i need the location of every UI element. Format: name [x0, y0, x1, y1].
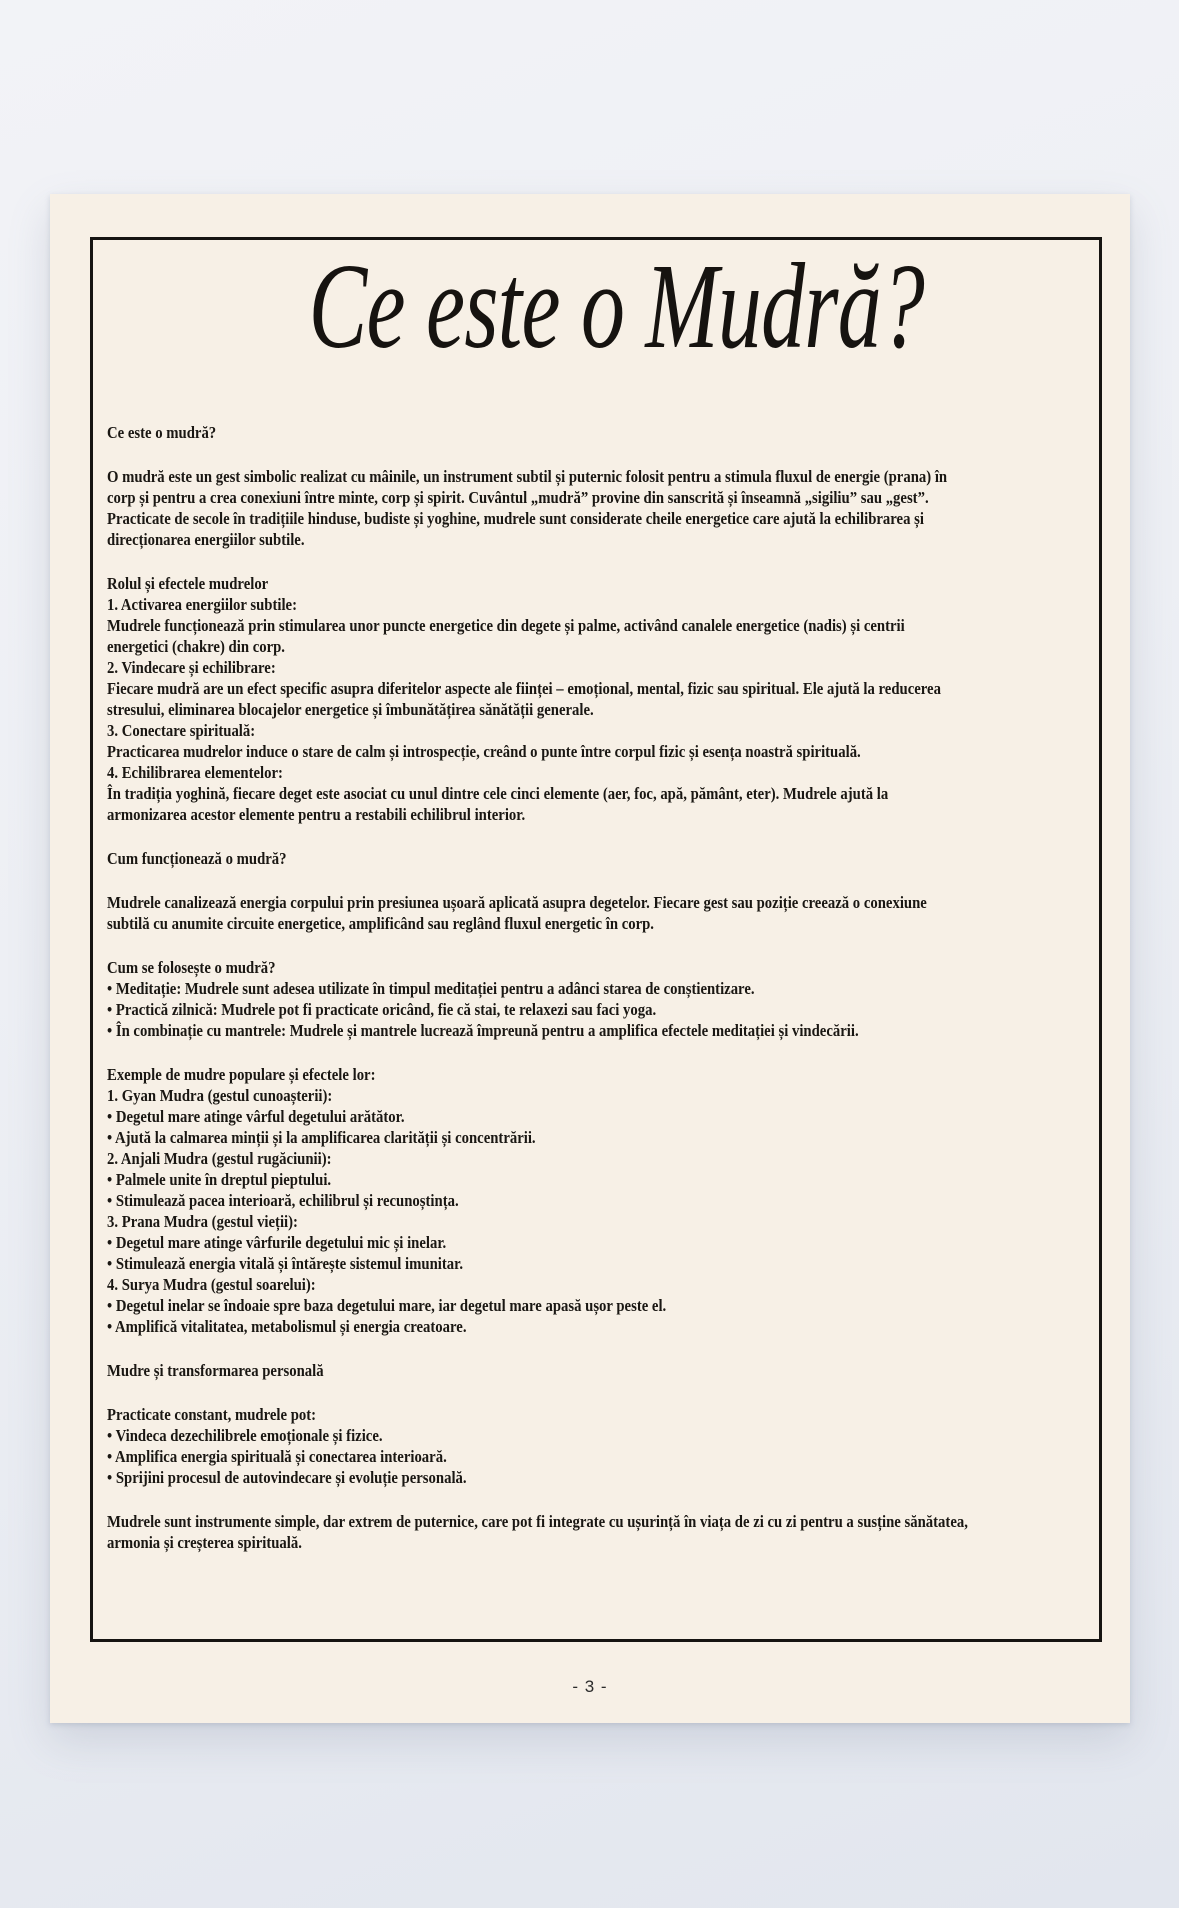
text-line: Mudrele funcționează prin stimularea unor puncte energetice din degete și palme, activând canalele energetice (nadis) și centrii — [107, 616, 905, 635]
bullet-line: • Sprijini procesul de autovindecare și evoluție personală. — [107, 1468, 467, 1487]
bullet-section — [107, 957, 1084, 1041]
bullet-line: • Vindeca dezechilibrele emoționale și fizice. — [107, 1426, 383, 1445]
numbered-section — [107, 1064, 1084, 1337]
text-line: 4. Surya Mudra (gestul soarelui): — [107, 1275, 316, 1294]
document-page — [50, 194, 1130, 1723]
section-heading — [107, 848, 1084, 869]
bullet-line: • În combinație cu mantrele: Mudrele și mantrele lucrează împreună pentru a amplifica efectele meditației și vindecării. — [107, 1021, 859, 1040]
page-number: - 3 - — [572, 1677, 608, 1696]
text-line: armonizarea acestor elemente pentru a restabili echilibrul interior. — [107, 805, 526, 824]
bullet-line: • Practică zilnică: Mudrele pot fi practicate oricând, fie că stai, te relaxezi sau faci yoga. — [107, 1000, 657, 1019]
text-line: Practicate constant, mudrele pot: — [107, 1405, 317, 1424]
text-line: Rolul și efectele mudrelor — [107, 574, 269, 593]
bullet-line: • Ajută la calmarea minții și la amplificarea clarității și concentrării. — [107, 1128, 536, 1147]
text-line: armonia și creșterea spirituală. — [107, 1533, 302, 1552]
text-line: 2. Anjali Mudra (gestul rugăciunii): — [107, 1149, 332, 1168]
bullet-line: • Stimulează energia vitală și întărește sistemul imunitar. — [107, 1254, 464, 1273]
paragraph — [107, 1511, 1084, 1553]
bullet-line: • Palmele unite în dreptul pieptului. — [107, 1170, 332, 1189]
bullet-line: • Degetul mare atinge vârfurile degetului mic și inelar. — [107, 1233, 447, 1252]
bullet-line: • Degetul inelar se îndoaie spre baza degetului mare, iar degetul mare apasă ușor peste el. — [107, 1296, 667, 1315]
text-line: Mudrele sunt instrumente simple, dar extrem de puternice, care pot fi integrate cu ușurință în viața de zi cu zi pentru a susține sănătatea, — [107, 1512, 968, 1531]
text-line: 1. Activarea energiilor subtile: — [107, 595, 297, 614]
bullet-line: • Stimulează pacea interioară, echilibrul și recunoștința. — [107, 1191, 459, 1210]
text-line: 1. Gyan Mudra (gestul cunoașterii): — [107, 1086, 333, 1105]
text-line: energetici (chakre) din corp. — [107, 637, 285, 656]
text-line: stresului, eliminarea blocajelor energetice și îmbunătățirea sănătății generale. — [107, 700, 594, 719]
text-line: Exemple de mudre populare și efectele lor: — [107, 1065, 376, 1084]
text-line: subtilă cu anumite circuite energetice, amplificând sau reglând fluxul energetic în corp. — [107, 914, 654, 933]
text-line: 3. Conectare spirituală: — [107, 721, 256, 740]
text-line: Cum funcționează o mudră? — [107, 849, 287, 868]
page-title: Ce este o Mudră? — [308, 239, 924, 374]
bullet-line: • Degetul mare atinge vârful degetului arătător. — [107, 1107, 405, 1126]
title-area — [93, 239, 1099, 374]
numbered-section — [107, 573, 1084, 825]
text-line: Mudre și transformarea personală — [107, 1361, 324, 1380]
text-line: 3. Prana Mudra (gestul vieții): — [107, 1212, 298, 1231]
page-border-frame — [90, 237, 1102, 1642]
text-line: Cum se folosește o mudră? — [107, 958, 276, 977]
document-body — [107, 422, 1084, 1553]
text-line: corp și pentru a crea conexiuni între minte, corp și spirit. Cuvântul „mudră” provine din sanscrită și înseamnă „sigiliu” sau „gest”. — [107, 488, 929, 507]
text-line: Practicate de secole în tradițiile hinduse, budiste și yoghine, mudrele sunt considerate cheile energetice care ajută la echilibrarea și — [107, 509, 924, 528]
section-heading — [107, 422, 1084, 443]
text-line: Ce este o mudră? — [107, 423, 217, 442]
paragraph — [107, 466, 1084, 550]
text-line: O mudră este un gest simbolic realizat cu mâinile, un instrument subtil și puternic folosit pentru a stimula fluxul de energie (prana) în — [107, 467, 948, 486]
bullet-line: • Meditație: Mudrele sunt adesea utilizate în timpul meditației pentru a adânci starea de conștientizare. — [107, 979, 755, 998]
bullet-section — [107, 1404, 1084, 1488]
text-line: Fiecare mudră are un efect specific asupra diferitelor aspecte ale ființei – emoțional, mental, fizic sau spiritual. Ele ajută la reducerea — [107, 679, 941, 698]
text-line: În tradiția yoghină, fiecare deget este asociat cu unul dintre cele cinci elemente (aer, foc, apă, pământ, eter). Mudrele ajută la — [107, 784, 889, 803]
text-line: 2. Vindecare și echilibrare: — [107, 658, 276, 677]
text-line: 4. Echilibrarea elementelor: — [107, 763, 283, 782]
bullet-line: • Amplifică vitalitatea, metabolismul și energia creatoare. — [107, 1317, 467, 1336]
text-line: Mudrele canalizează energia corpului prin presiunea ușoară aplicată asupra degetelor. Fiecare gest sau poziție creează o conexiune — [107, 893, 927, 912]
text-line: Practicarea mudrelor induce o stare de calm și introspecție, creând o punte între corpul fizic și esența noastră spirituală. — [107, 742, 861, 761]
text-line: direcționarea energiilor subtile. — [107, 530, 305, 549]
section-heading — [107, 1360, 1084, 1381]
bullet-line: • Amplifica energia spirituală și conectarea interioară. — [107, 1447, 447, 1466]
paragraph — [107, 892, 1084, 934]
